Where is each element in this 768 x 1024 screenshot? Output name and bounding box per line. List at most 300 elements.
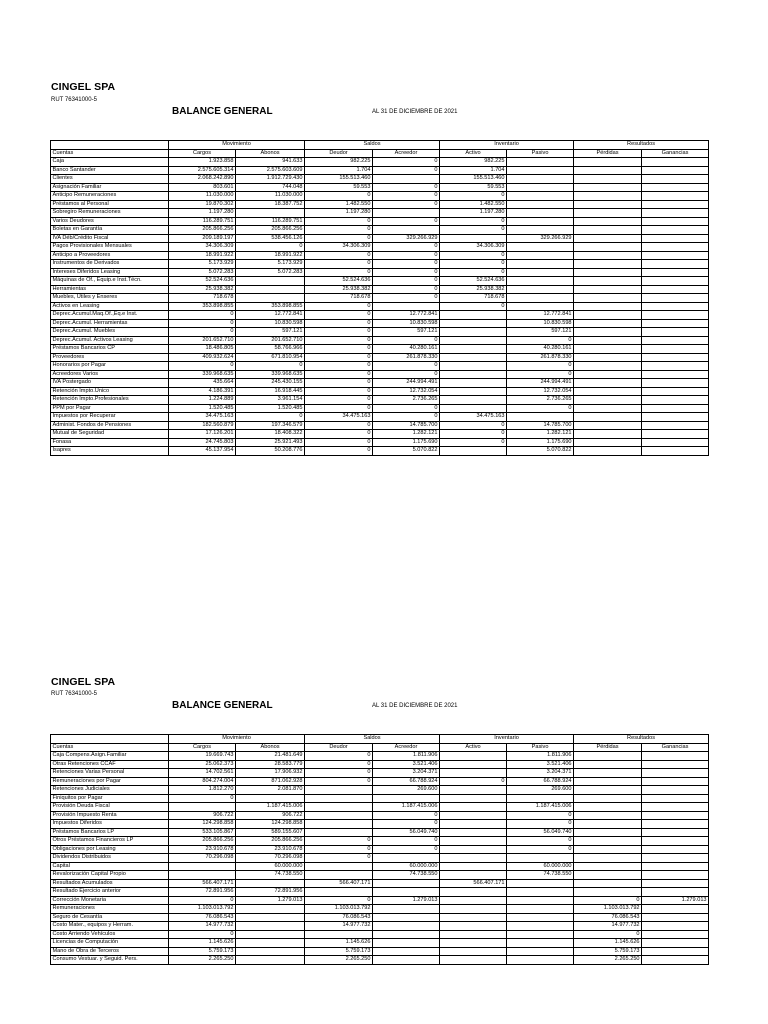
cell-acreedor: 261.878.330: [373, 353, 440, 362]
cell-deudor: 0: [305, 837, 373, 846]
cell-ganancias: [642, 421, 709, 430]
cell-cuenta: Préstamos al Personal: [51, 200, 169, 209]
cell-abonos: 1.912.729.430: [236, 175, 305, 184]
cell-cargos: 1.520.485: [169, 404, 236, 413]
cell-deudor: 0: [305, 311, 373, 320]
cell-deudor: 1.482.550: [305, 200, 373, 209]
page-1-rut: RUT 76341000-5: [51, 97, 97, 103]
cell-abonos: [236, 794, 305, 803]
cell-cargos: 0: [169, 362, 236, 371]
cell-cargos: 409.932.624: [169, 353, 236, 362]
cell-deudor: 0: [305, 268, 373, 277]
cell-deudor: 155.513.460: [305, 175, 373, 184]
cell-abonos: 1.279.013: [236, 896, 305, 905]
cell-acreedor: 329.266.929: [373, 234, 440, 243]
cell-ganancias: [642, 362, 709, 371]
cell-acreedor: 12.732.054: [373, 387, 440, 396]
cell-acreedor: 1.279.013: [373, 896, 440, 905]
cell-perdidas: [574, 243, 642, 252]
table-row: [51, 905, 709, 914]
cell-cuenta: Varios Deudores: [51, 217, 169, 226]
cell-pasivo: [507, 913, 574, 922]
cell-pasivo: [507, 947, 574, 956]
cell-deudor: 0: [305, 217, 373, 226]
cell-perdidas: 76.086.543: [574, 913, 642, 922]
cell-abonos: 205.866.256: [236, 837, 305, 846]
cell-cargos: 1.145.626: [169, 939, 236, 948]
cell-cuenta: Obligaciones por Leasing: [51, 845, 169, 854]
cell-ganancias: [642, 268, 709, 277]
cell-activo: [440, 913, 507, 922]
cell-deudor: 0: [305, 752, 373, 761]
cell-cargos: 0: [169, 311, 236, 320]
cell-acreedor: 0: [373, 183, 440, 192]
cell-cuenta: Mutual de Seguridad: [51, 430, 169, 439]
cell-ganancias: [642, 845, 709, 854]
table-row: [51, 268, 709, 277]
cell-cuenta: Fonasa: [51, 438, 169, 447]
cell-activo: 1.704: [440, 166, 507, 175]
cell-perdidas: 0: [574, 896, 642, 905]
cell-activo: [440, 404, 507, 413]
cell-cuenta: Resultados Acumulados: [51, 879, 169, 888]
table-row: [51, 421, 709, 430]
cell-ganancias: [642, 217, 709, 226]
cell-deudor: 34.306.309: [305, 243, 373, 252]
col-ganancias: Ganancias: [642, 743, 709, 752]
cell-abonos: 72.891.956: [236, 888, 305, 897]
cell-cuenta: Caja: [51, 158, 169, 167]
cell-pasivo: 60.000.000: [507, 862, 574, 871]
cell-abonos: [236, 913, 305, 922]
cell-cuenta: Herramientas: [51, 285, 169, 294]
cell-cargos: 5.072.283: [169, 268, 236, 277]
cell-pasivo: [507, 192, 574, 201]
cell-abonos: 197.346.579: [236, 421, 305, 430]
cell-pasivo: [507, 251, 574, 260]
cell-pasivo: [507, 939, 574, 948]
cell-abonos: 0: [236, 243, 305, 252]
cell-cargos: 209.189.197: [169, 234, 236, 243]
cell-activo: 25.938.382: [440, 285, 507, 294]
cell-pasivo: [507, 175, 574, 184]
cell-ganancias: [642, 243, 709, 252]
cell-pasivo: [507, 930, 574, 939]
cell-cargos: 14.702.561: [169, 769, 236, 778]
cell-acreedor: 14.785.700: [373, 421, 440, 430]
cell-deudor: [305, 828, 373, 837]
cell-cargos: 25.938.382: [169, 285, 236, 294]
cell-cuenta: Asignación Familiar: [51, 183, 169, 192]
cell-cargos: 116.289.751: [169, 217, 236, 226]
cell-cuenta: Revalorización Capital Propio: [51, 871, 169, 880]
cell-pasivo: 329.266.929: [507, 234, 574, 243]
cell-activo: 718.678: [440, 294, 507, 303]
col-deudor: Deudor: [305, 743, 373, 752]
cell-perdidas: [574, 828, 642, 837]
cell-pasivo: 40.280.161: [507, 345, 574, 354]
cell-pasivo: [507, 268, 574, 277]
balance-table-page-2: [50, 734, 709, 965]
cell-cuenta: Caja Compens.Asign.Familiar: [51, 752, 169, 761]
cell-cuenta: Seguro de Cesantía: [51, 913, 169, 922]
cell-perdidas: [574, 217, 642, 226]
table-row: [51, 362, 709, 371]
cell-cuenta: Dividendos Distribuidos: [51, 854, 169, 863]
cell-acreedor: [373, 939, 440, 948]
cell-abonos: 538.456.126: [236, 234, 305, 243]
cell-cuenta: Retención Impto.Unico: [51, 387, 169, 396]
cell-acreedor: [373, 956, 440, 965]
cell-activo: 155.513.460: [440, 175, 507, 184]
cell-deudor: 0: [305, 302, 373, 311]
cell-perdidas: [574, 175, 642, 184]
cell-cuenta: Activos en Leasing: [51, 302, 169, 311]
col-cuentas: Cuentas: [51, 743, 169, 752]
cell-cargos: 124.298.858: [169, 820, 236, 829]
cell-cargos: 34.306.309: [169, 243, 236, 252]
cell-cuenta: Deprec.Acumul.Maq.Of.,Eq.e Inst.: [51, 311, 169, 320]
cell-ganancias: [642, 913, 709, 922]
col-acreedor: Acreedor: [373, 743, 440, 752]
cell-abonos: 597.121: [236, 328, 305, 337]
cell-abonos: 124.298.858: [236, 820, 305, 829]
cell-acreedor: 244.994.491: [373, 379, 440, 388]
cell-cargos: 2.575.605.314: [169, 166, 236, 175]
page-2-rut: RUT 76341000-5: [51, 691, 97, 697]
cell-pasivo: 269.600: [507, 786, 574, 795]
cell-perdidas: [574, 285, 642, 294]
cell-pasivo: 244.994.491: [507, 379, 574, 388]
cell-perdidas: [574, 158, 642, 167]
cell-cuenta: Corrección Monetaria: [51, 896, 169, 905]
cell-ganancias: [642, 158, 709, 167]
cell-cuenta: Anticipo Remuneraciones: [51, 192, 169, 201]
cell-cuenta: Instrumentos de Derivados: [51, 260, 169, 269]
table-row: [51, 302, 709, 311]
cell-cuenta: Boletas en Garantía: [51, 226, 169, 235]
cell-abonos: 116.289.751: [236, 217, 305, 226]
cell-ganancias: 1.279.013: [642, 896, 709, 905]
cell-perdidas: [574, 183, 642, 192]
page-1-title: BALANCE GENERAL: [172, 106, 273, 117]
cell-perdidas: [574, 438, 642, 447]
cell-pasivo: [507, 209, 574, 218]
cell-ganancias: [642, 854, 709, 863]
cell-activo: [440, 328, 507, 337]
cell-cargos: 803.601: [169, 183, 236, 192]
cell-abonos: [236, 905, 305, 914]
cell-perdidas: [574, 794, 642, 803]
cell-cuenta: Deprec.Acumul. Herramientas: [51, 319, 169, 328]
cell-perdidas: [574, 209, 642, 218]
cell-cuenta: Retención Impto.Profesionales: [51, 396, 169, 405]
cell-perdidas: [574, 328, 642, 337]
table-row: [51, 896, 709, 905]
page-1-date: AL 31 DE DICIEMBRE DE 2021: [372, 109, 458, 115]
cell-cuenta: Máquinas de Of., Equip.e Inst.Técn.: [51, 277, 169, 286]
cell-ganancias: [642, 379, 709, 388]
cell-cargos: 0: [169, 328, 236, 337]
cell-cuenta: Finiquitos por Pagar: [51, 794, 169, 803]
cell-cargos: 70.296.098: [169, 854, 236, 863]
cell-acreedor: [373, 913, 440, 922]
cell-ganancias: [642, 888, 709, 897]
group-resultados: Resultados: [574, 141, 709, 150]
cell-cargos: 2.265.250: [169, 956, 236, 965]
cell-pasivo: 0: [507, 370, 574, 379]
cell-acreedor: 0: [373, 251, 440, 260]
cell-cargos: 76.086.543: [169, 913, 236, 922]
cell-abonos: [236, 956, 305, 965]
cell-pasivo: [507, 922, 574, 931]
cell-perdidas: [574, 413, 642, 422]
page-1-company: CINGEL SPA: [51, 81, 116, 93]
cell-cargos: 353.898.855: [169, 302, 236, 311]
cell-abonos: 18.387.752: [236, 200, 305, 209]
cell-pasivo: 1.175.690: [507, 438, 574, 447]
cell-deudor: 52.524.636: [305, 277, 373, 286]
cell-acreedor: 0: [373, 192, 440, 201]
col-deudor: Deudor: [305, 149, 373, 158]
cell-cuenta: Isapres: [51, 447, 169, 456]
cell-ganancias: [642, 447, 709, 456]
cell-pasivo: 3.521.406: [507, 760, 574, 769]
cell-cuenta: Administ. Fondos de Pensiones: [51, 421, 169, 430]
cell-deudor: [305, 786, 373, 795]
cell-activo: [440, 387, 507, 396]
cell-perdidas: [574, 888, 642, 897]
cell-abonos: [236, 939, 305, 948]
cell-acreedor: [373, 947, 440, 956]
cell-pasivo: 1.282.121: [507, 430, 574, 439]
cell-pasivo: 0: [507, 336, 574, 345]
table-row: [51, 803, 709, 812]
cell-acreedor: 0: [373, 811, 440, 820]
cell-activo: [440, 345, 507, 354]
table-row: [51, 234, 709, 243]
cell-acreedor: 40.280.161: [373, 345, 440, 354]
cell-abonos: 16.918.445: [236, 387, 305, 396]
cell-ganancias: [642, 947, 709, 956]
cell-ganancias: [642, 769, 709, 778]
cell-cargos: [169, 871, 236, 880]
cell-acreedor: [373, 209, 440, 218]
cell-abonos: 353.898.855: [236, 302, 305, 311]
table-row: [51, 413, 709, 422]
table-row: [51, 226, 709, 235]
cell-pasivo: 0: [507, 845, 574, 854]
cell-cargos: 34.475.163: [169, 413, 236, 422]
cell-cargos: 533.105.867: [169, 828, 236, 837]
cell-cuenta: Anticipo a Proveedores: [51, 251, 169, 260]
cell-cuenta: Préstamos Bancarios CP: [51, 345, 169, 354]
table-row: [51, 777, 709, 786]
cell-cuenta: Remuneraciones: [51, 905, 169, 914]
cell-deudor: [305, 794, 373, 803]
cell-ganancias: [642, 837, 709, 846]
cell-ganancias: [642, 871, 709, 880]
cell-perdidas: [574, 387, 642, 396]
cell-activo: 0: [440, 430, 507, 439]
table-row: [51, 845, 709, 854]
table-row: [51, 166, 709, 175]
cell-ganancias: [642, 413, 709, 422]
group-saldos: Saldos: [305, 735, 440, 744]
cell-cuenta: Otras Retenciones CCAF: [51, 760, 169, 769]
cell-activo: 34.306.309: [440, 243, 507, 252]
cell-perdidas: 2.265.250: [574, 956, 642, 965]
table-row: [51, 217, 709, 226]
cell-ganancias: [642, 370, 709, 379]
table-row: [51, 760, 709, 769]
col-abonos: Abonos: [236, 743, 305, 752]
cell-ganancias: [642, 404, 709, 413]
cell-pasivo: [507, 854, 574, 863]
table-row: [51, 930, 709, 939]
balance-table-page-1: [50, 140, 709, 456]
cell-acreedor: [373, 302, 440, 311]
cell-deudor: 0: [305, 896, 373, 905]
cell-activo: [440, 379, 507, 388]
cell-cuenta: Provisión Impuesto Renta: [51, 811, 169, 820]
cell-ganancias: [642, 752, 709, 761]
table-row: [51, 285, 709, 294]
cell-deudor: 982.225: [305, 158, 373, 167]
cell-cuenta: Clientes: [51, 175, 169, 184]
cell-abonos: 871.062.928: [236, 777, 305, 786]
cell-perdidas: [574, 786, 642, 795]
cell-cargos: 72.891.956: [169, 888, 236, 897]
cell-acreedor: 1.811.906: [373, 752, 440, 761]
table-row: [51, 888, 709, 897]
cell-deudor: 59.553: [305, 183, 373, 192]
cell-activo: [440, 370, 507, 379]
cell-abonos: 906.722: [236, 811, 305, 820]
cell-cuenta: Otros Préstamos Financieros LP: [51, 837, 169, 846]
cell-pasivo: [507, 794, 574, 803]
cell-perdidas: [574, 336, 642, 345]
cell-activo: [440, 930, 507, 939]
cell-abonos: 1.520.485: [236, 404, 305, 413]
cell-pasivo: [507, 896, 574, 905]
table-row: [51, 828, 709, 837]
group-resultados: Resultados: [574, 735, 709, 744]
cell-acreedor: [373, 922, 440, 931]
cell-ganancias: [642, 820, 709, 829]
cell-acreedor: 3.204.371: [373, 769, 440, 778]
cell-ganancias: [642, 200, 709, 209]
cell-cargos: 19.870.302: [169, 200, 236, 209]
page-2-title: BALANCE GENERAL: [172, 700, 273, 711]
cell-deudor: 0: [305, 192, 373, 201]
cell-cargos: 52.524.636: [169, 277, 236, 286]
cell-perdidas: [574, 379, 642, 388]
cell-activo: [440, 922, 507, 931]
cell-abonos: [236, 294, 305, 303]
cell-cuenta: Remuneraciones por Pagar: [51, 777, 169, 786]
cell-perdidas: [574, 879, 642, 888]
cell-cuenta: Préstamos Bancarios LP: [51, 828, 169, 837]
cell-cargos: 24.745.803: [169, 438, 236, 447]
cell-pasivo: [507, 243, 574, 252]
cell-deudor: 0: [305, 379, 373, 388]
table-row: [51, 871, 709, 880]
cell-cargos: 0: [169, 896, 236, 905]
cell-deudor: 1.197.280: [305, 209, 373, 218]
cell-activo: [440, 234, 507, 243]
cell-activo: 59.553: [440, 183, 507, 192]
cell-acreedor: 2.736.265: [373, 396, 440, 405]
cell-cargos: 5.173.929: [169, 260, 236, 269]
cell-activo: [440, 362, 507, 371]
cell-perdidas: [574, 226, 642, 235]
cell-ganancias: [642, 905, 709, 914]
cell-cuenta: Costo Arriendo Vehículos: [51, 930, 169, 939]
cell-acreedor: 0: [373, 268, 440, 277]
cell-cargos: 1.224.889: [169, 396, 236, 405]
cell-activo: [440, 871, 507, 880]
cell-acreedor: 0: [373, 294, 440, 303]
cell-activo: 34.475.163: [440, 413, 507, 422]
cell-pasivo: [507, 277, 574, 286]
cell-activo: 0: [440, 217, 507, 226]
table-row: [51, 447, 709, 456]
cell-cuenta: Consumo Vestuar. y Seguid. Pers.: [51, 956, 169, 965]
cell-perdidas: [574, 777, 642, 786]
cell-cuenta: Provisión Deuda Fiscal: [51, 803, 169, 812]
cell-abonos: 671.810.954: [236, 353, 305, 362]
col-perdidas: Pérdidas: [574, 743, 642, 752]
cell-pasivo: 5.070.822: [507, 447, 574, 456]
cell-acreedor: 1.282.121: [373, 430, 440, 439]
cell-deudor: 1.145.626: [305, 939, 373, 948]
cell-activo: [440, 786, 507, 795]
table-row: [51, 837, 709, 846]
cell-activo: [440, 311, 507, 320]
cell-pasivo: 0: [507, 820, 574, 829]
cell-ganancias: [642, 302, 709, 311]
cell-abonos: [236, 930, 305, 939]
cell-abonos: 12.772.841: [236, 311, 305, 320]
cell-acreedor: [373, 888, 440, 897]
cell-ganancias: [642, 166, 709, 175]
cell-activo: [440, 862, 507, 871]
cell-abonos: 28.583.779: [236, 760, 305, 769]
cell-perdidas: [574, 345, 642, 354]
cell-pasivo: [507, 294, 574, 303]
cell-deudor: 2.265.250: [305, 956, 373, 965]
cell-abonos: 25.921.493: [236, 438, 305, 447]
table-row: [51, 922, 709, 931]
col-ganancias: Ganancias: [642, 149, 709, 158]
table-row: [51, 387, 709, 396]
cell-acreedor: 0: [373, 260, 440, 269]
cell-acreedor: [373, 175, 440, 184]
cell-ganancias: [642, 260, 709, 269]
col-activo: Activo: [440, 743, 507, 752]
cell-cargos: 19.669.743: [169, 752, 236, 761]
cell-cargos: 14.977.732: [169, 922, 236, 931]
cuentas-group-blank: [51, 735, 169, 744]
cell-ganancias: [642, 777, 709, 786]
cell-cuenta: Deprec.Acumul. Muebles: [51, 328, 169, 337]
cell-activo: [440, 837, 507, 846]
cell-perdidas: [574, 362, 642, 371]
cell-abonos: 205.866.256: [236, 226, 305, 235]
cell-cargos: 1.812.270: [169, 786, 236, 795]
cell-cuenta: Retenciones Judiciales: [51, 786, 169, 795]
